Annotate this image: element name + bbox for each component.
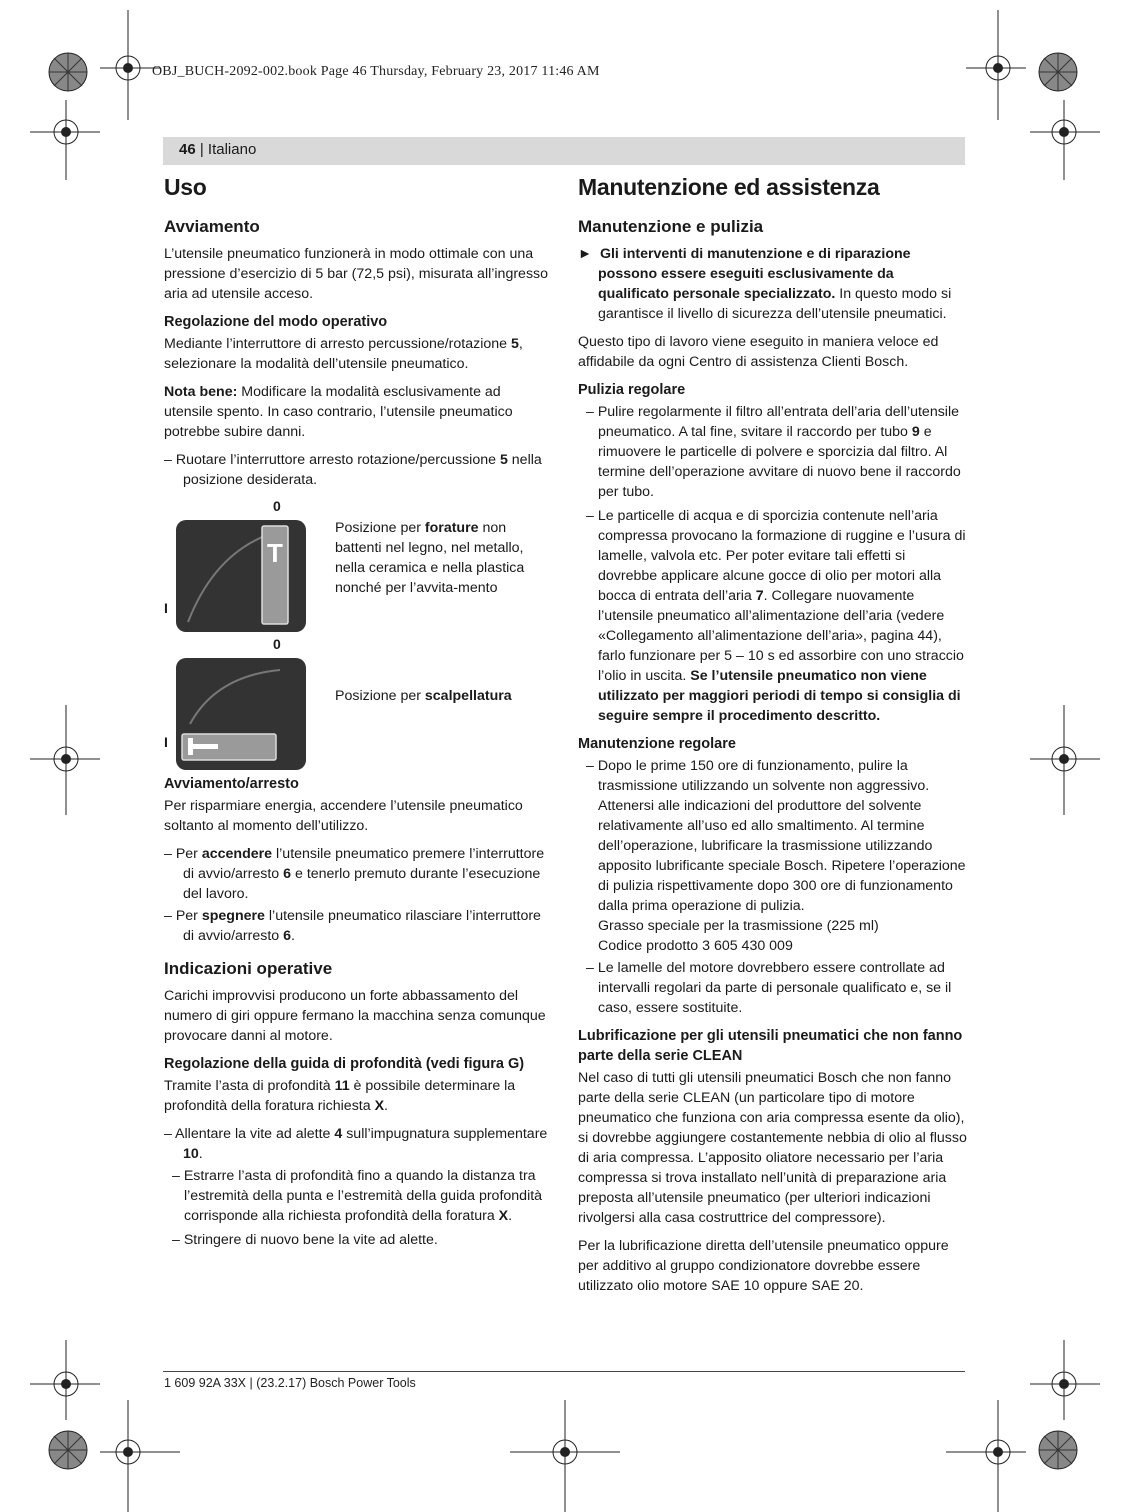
- paragraph-avviamento: L’utensile pneumatico funzionerà in modo ottimale con una pressione d’esercizio di 5 bar (72,5 psi), misurata all’ingresso aria ad utensile acceso.: [164, 246, 549, 302]
- heading-manutenzione-regolare: Manutenzione regolare: [578, 736, 736, 752]
- section-title-uso: Uso: [164, 174, 207, 200]
- left-column: [164, 172, 552, 1254]
- paragraph-avviamento-arresto: Per risparmiare energia, accendere l’utensile pneumatico soltanto al momento dell’utilizzo.: [164, 798, 523, 834]
- page-language: Italiano: [207, 141, 257, 158]
- print-header: OBJ_BUCH-2092-002.book Page 46 Thursday, February 23, 2017 11:46 AM: [152, 64, 600, 79]
- registration-mark-bottom-left: [46, 1428, 90, 1472]
- mode-chiselling: [164, 634, 552, 774]
- paragraph-assistenza-bosch: Questo tipo di lavoro viene eseguito in maniera veloce ed affidabile da ogni Centro di assistenza Clienti Bosch.: [578, 334, 939, 370]
- heading-indicazioni-operative: Indicazioni operative: [164, 959, 333, 978]
- list-item-pulire-filtro: – Pulire regolarmente il filtro all’entrata dell’aria dell’utensile pneumatico. A tal fine, svitare il raccordo per tubo 9 e rimuovere le particelle di polvere e sporcizia dal filtro. Al termine dell’operazione avvitare di nuovo bene il raccordo per tubo.: [586, 404, 961, 500]
- heading-avviamento: Avviamento: [164, 217, 260, 236]
- footer-divider: [163, 1371, 965, 1372]
- product-code: Codice prodotto 3 605 430 009: [598, 938, 793, 954]
- mode-drilling: [164, 496, 552, 634]
- heading-pulizia-regolare: Pulizia regolare: [578, 382, 686, 398]
- registration-mark-top-left: [46, 50, 90, 94]
- mode-chiselling-one-label: I: [164, 734, 168, 750]
- list-item-particelle-acqua: – Le particelle di acqua e di sporcizia contenute nell’aria compressa provocano la formazione di ruggine e l’usura di lamelle, valvola etc. Per poter evitare tali effetti si dovrebbe applicare alcune gocce di olio per motori alla bocca di entrata dell’aria 7. Collegare nuovamente l’utensile pneumatico all’alimentazione dell’aria (vedere «Collegamento all’alimentazione dell’aria», pagina 44), farlo funzionare per 5 – 10 s ed assorbire con uno straccio l’olio in uscita. Se l’utensile pneumatico non viene utilizzato per maggiori periodi di tempo si consiglia di seguire sempre il procedimento descritto.: [586, 508, 966, 724]
- crosshair-mark-right-top: [1030, 100, 1100, 180]
- mode-chiselling-switch-image: [176, 658, 306, 770]
- heading-avviamento-arresto: Avviamento/arresto: [164, 776, 299, 792]
- page-header-bar: [163, 137, 965, 165]
- page-number: 46: [179, 141, 196, 158]
- list-item-ruotare: – Ruotare l’interruttore arresto rotazione/percussione 5 nella posizione desiderata.: [164, 452, 542, 488]
- heading-manutenzione-pulizia: Manutenzione e pulizia: [578, 217, 764, 236]
- arrow-right-icon: ►: [578, 246, 600, 262]
- mode-drilling-switch-letter: T: [267, 538, 283, 568]
- mode-drilling-switch-image: [176, 520, 306, 632]
- list-item-allentare: – Allentare la vite ad alette 4 sull’impugnatura supplementare 10.: [164, 1126, 548, 1162]
- paragraph-guida-profondita: Tramite l’asta di profondità 11 è possibile determinare la profondità della foratura richiesta X.: [164, 1078, 516, 1114]
- mode-chiselling-switch-graphic: [176, 658, 306, 770]
- list-item-stringere: – Stringere di nuovo bene la vite ad alette.: [172, 1232, 438, 1248]
- heading-lubrificazione: Lubrificazione per gli utensili pneumatici che non fanno parte della serie CLEAN: [578, 1028, 963, 1064]
- crosshair-mark-left-top: [30, 100, 100, 180]
- section-title-manutenzione: Manutenzione ed assistenza: [578, 174, 880, 200]
- paragraph-regolazione-modo: Mediante l’interruttore di arresto percussione/rotazione 5, selezionare la modalità dell’utensile pneumatico.: [164, 336, 523, 372]
- grease-info: Grasso speciale per la trasmissione (225 ml): [598, 918, 879, 934]
- warning-item-manutenzione: ► Gli interventi di manutenzione e di riparazione possono essere eseguiti esclusivamente da qualificato personale specializzato. In questo modo si garantisce il livello di sicurezza dell’utensile pneumatici.: [578, 246, 952, 322]
- crosshair-mark-right-middle: [1030, 705, 1100, 815]
- mode-drilling-one-label: I: [164, 600, 168, 616]
- crosshair-mark-top: [100, 10, 160, 120]
- paragraph-nota-bene: Nota bene: Modificare la modalità esclusivamente ad utensile spento. In caso contrario, l’utensile pneumatico potrebbe subire danni.: [164, 384, 513, 440]
- heading-regolazione-modo: Regolazione del modo operativo: [164, 314, 388, 330]
- list-item-trasmissione: – Dopo le prime 150 ore di funzionamento, pulire la trasmissione utilizzando un solvente non aggressivo. Attenersi alle indicazioni del produttore del solvente relativamente all’uso ed allo smaltimento. Al termine dell’operazione, lubrificare la trasmissione utilizzando apposito lubrificante speciale Bosch. Ripetere l’operazione di pulizia rispettivamente dopo 300 ore di funzionamento dalla prima operazione di pulizia. Grasso speciale per la trasmissione (225 ml) Codice prodotto 3 605 430 009: [578, 756, 968, 956]
- crosshair-mark-left-bottom: [30, 1340, 100, 1420]
- page-footer: 1 609 92A 33X | (23.2.17) Bosch Power Tools: [164, 1376, 416, 1390]
- crosshair-mark-left-middle: [30, 705, 100, 815]
- mode-drilling-switch-graphic: [176, 520, 306, 632]
- crosshair-mark-bottom-center: [510, 1400, 620, 1512]
- list-item-lamelle: – Le lamelle del motore dovrebbero essere controllate ad intervalli regolari da parte di personale qualificato e, se il caso, essere sostituite.: [586, 960, 952, 1016]
- mode-drilling-zero-label: 0: [273, 498, 281, 514]
- mode-chiselling-zero-label: 0: [273, 636, 281, 652]
- mode-chiselling-description: Posizione per scalpellatura: [335, 688, 512, 704]
- list-item-estrarre: – Estrarre l’asta di profondità fino a quando la distanza tra l’estremità della punta e l’estremità della guida profondità corrisponde alla richiesta profondità della foratura X.: [172, 1168, 543, 1224]
- crosshair-mark-right-bottom: [1030, 1340, 1100, 1420]
- paragraph-lubrificazione-1: Nel caso di tutti gli utensili pneumatici Bosch che non fanno parte della serie CLEAN (un particolare tipo di motore pneumatico che funziona con aria compressa esente da olio), si dovrebbe aggiungere costantemente nebbia di olio al flusso di aria compressa. L’apposito oliatore necessario per l’aria compressa si trova installato nell’unità di preparazione aria preposta all’utensile pneumatico (per ulteriori indicazioni rivolgersi alla casa costruttrice del compressore).: [578, 1070, 967, 1226]
- registration-mark-bottom-right: [1036, 1428, 1080, 1472]
- crosshair-mark-bottom-right: [946, 1400, 1026, 1512]
- paragraph-indicazioni-operative: Carichi improvvisi producono un forte abbassamento del numero di giri oppure fermano la macchina senza comunque provocare danni al motore.: [164, 988, 546, 1044]
- page-header: [179, 141, 256, 158]
- crosshair-mark-top-right: [966, 10, 1026, 120]
- registration-mark-top-right: [1036, 50, 1080, 94]
- page-header-separator: |: [195, 141, 208, 158]
- heading-guida-profondita: Regolazione della guida di profondità (vedi figura G): [164, 1056, 525, 1072]
- list-item-spegnere: – Per spegnere l’utensile pneumatico rilasciare l’interruttore di avvio/arresto 6.: [164, 908, 541, 944]
- crosshair-mark-bottom-left: [100, 1400, 180, 1512]
- list-item-accendere: – Per accendere l’utensile pneumatico premere l’interruttore di avvio/arresto 6 e tenerlo premuto durante l’esecuzione del lavoro.: [164, 846, 545, 902]
- mode-drilling-description: Posizione per forature non battenti nel legno, nel metallo, nella ceramica e nella plastica nonché per l’avvita-mento: [335, 520, 525, 596]
- right-column: [578, 172, 968, 1304]
- paragraph-lubrificazione-2: Per la lubrificazione diretta dell’utensile pneumatico oppure per additivo al gruppo condizionatore dovrebbe essere utilizzato olio motore SAE 10 oppure SAE 20.: [578, 1238, 949, 1294]
